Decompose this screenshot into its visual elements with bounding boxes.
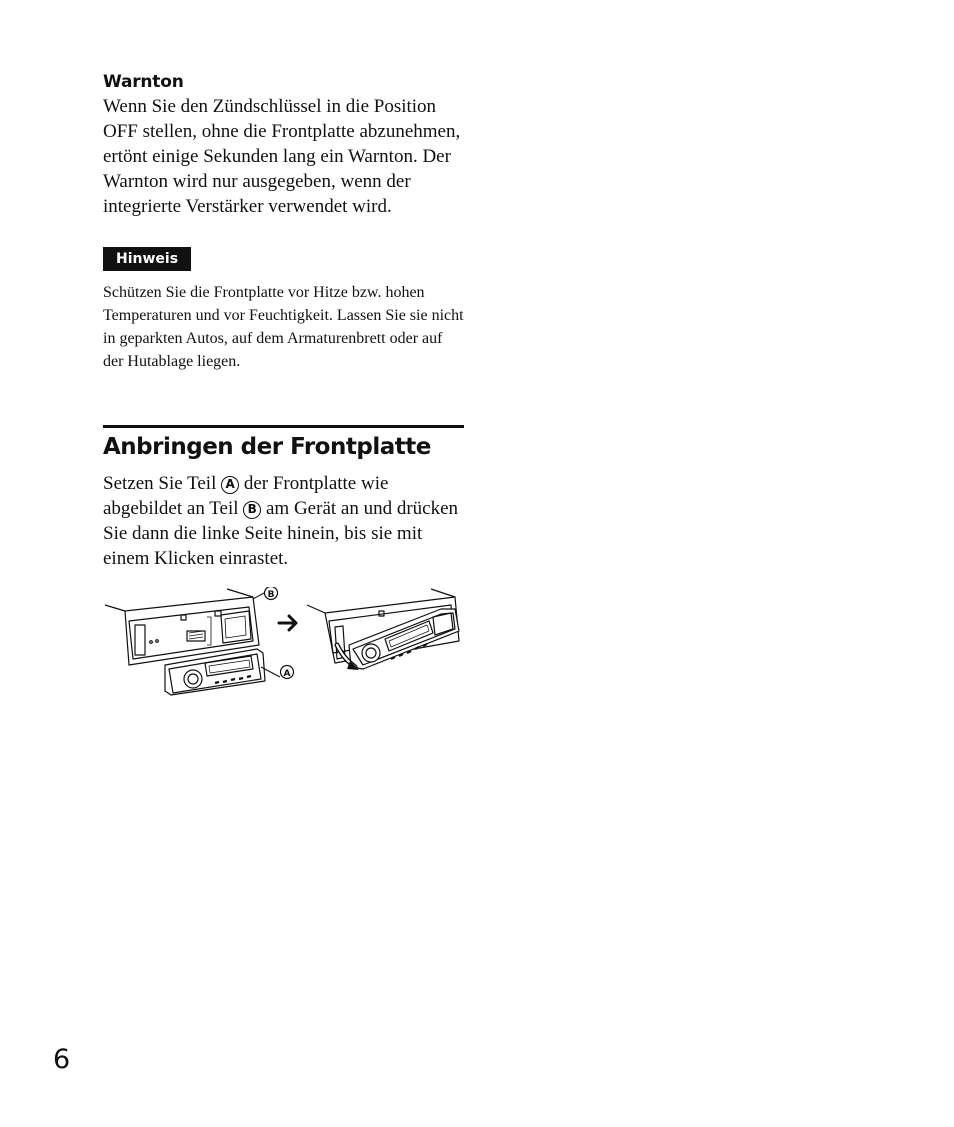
- section-divider: [103, 425, 464, 428]
- arrow-right-icon: [279, 616, 296, 630]
- note-text: Schützen Sie die Frontplatte vor Hitze bzw. hohen Temperaturen und vor Feuchtigkeit. Lassen Sie sie nicht in geparkten Autos, auf dem Armaturenbrett oder auf der Hutablage liegen.: [103, 284, 464, 370]
- section-title: Anbringen der Frontplatte: [103, 434, 431, 460]
- callout-a-label: A: [283, 669, 291, 679]
- part-b-marker: B: [243, 501, 261, 519]
- warning-heading: Warnton: [103, 72, 184, 92]
- page-number: 6: [53, 1044, 71, 1075]
- note-badge: Hinweis: [103, 247, 191, 271]
- callout-b-label: B: [267, 590, 275, 600]
- text-column: [103, 70, 465, 699]
- attach-instruction: [103, 471, 465, 571]
- warning-text: Wenn Sie den Zündschlüssel in die Position OFF stellen, ohne die Frontplatte abzunehmen, ertönt einige Sekunden lang ein Warnton. Der Warnton wird nur ausgegeben, wenn der integrierte Verstärker verwendet wird.: [103, 96, 461, 217]
- instruction-part-1: Setzen Sie Teil: [103, 473, 222, 494]
- callout-a: [261, 666, 294, 680]
- frontplate-attachment-illustration: [103, 587, 465, 699]
- part-a-marker: A: [221, 476, 239, 494]
- instruction-part-3: am Gerät an und drücken Sie dann die linke Seite hinein, bis sie mit einem Klicken einrastet.: [103, 498, 459, 569]
- callout-b: [253, 587, 278, 600]
- instruction-part-2: der Frontplatte wie abgebildet an Teil: [103, 473, 389, 519]
